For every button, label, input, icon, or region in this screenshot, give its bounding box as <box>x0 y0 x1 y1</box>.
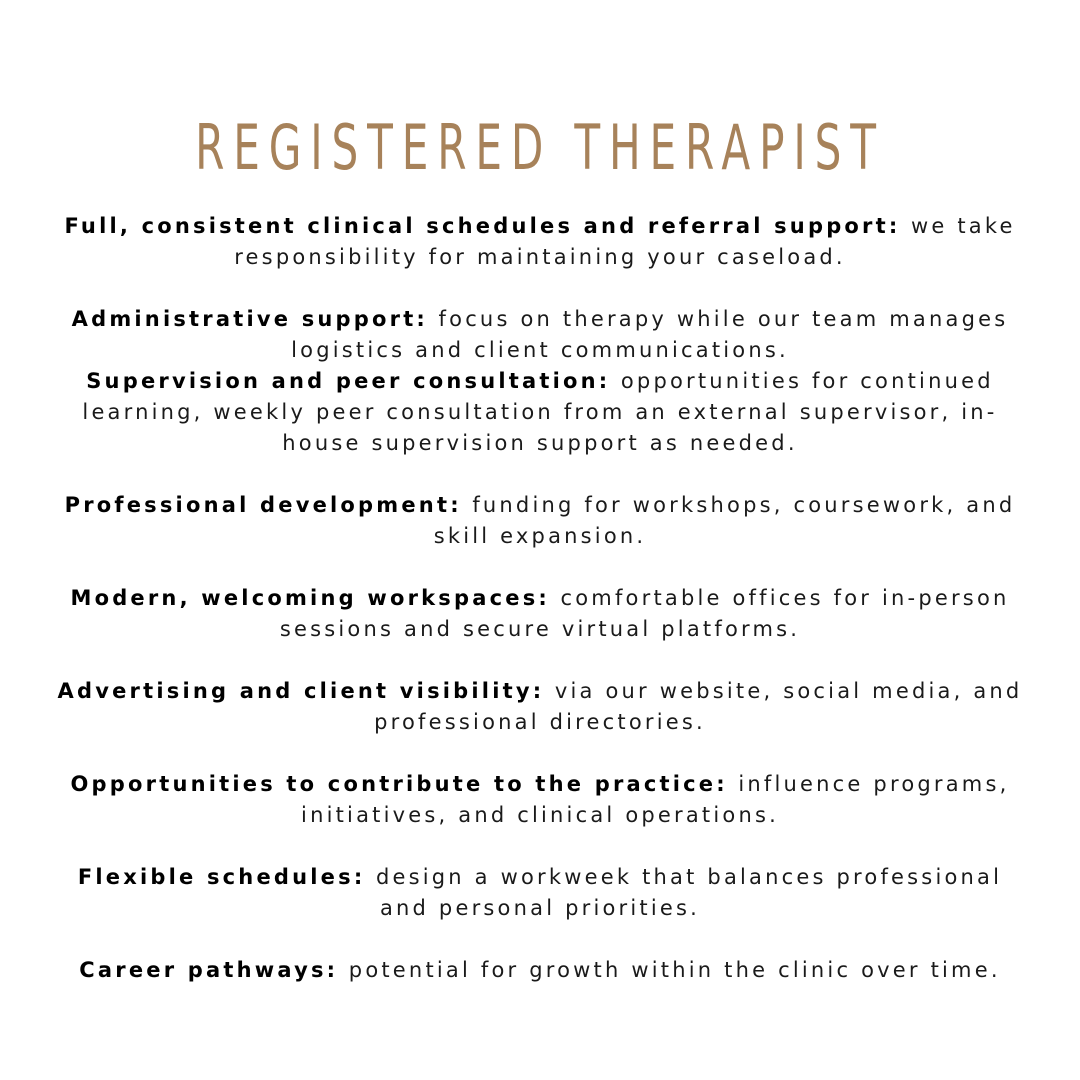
benefit-workspaces <box>50 583 1030 645</box>
benefit-label: Supervision and peer consultation: <box>86 369 621 393</box>
benefit-schedules-referrals <box>50 211 1030 273</box>
benefit-label: Professional development: <box>64 493 473 517</box>
benefit-professional-development <box>50 490 1030 552</box>
benefit-label: Flexible schedules: <box>77 865 376 889</box>
benefit-label: Administrative support: <box>71 307 439 331</box>
benefit-administrative-support <box>50 304 1030 366</box>
benefit-description: opportunities for continued learning, weekly peer consultation from an external supervisor, in-house supervision support as needed. <box>82 369 998 455</box>
benefit-advertising <box>50 676 1030 738</box>
benefit-description: influence programs, initiatives, and clinical operations. <box>301 772 1010 827</box>
benefit-description: we take responsibility for maintaining your caseload. <box>234 214 1016 269</box>
benefit-label: Modern, welcoming workspaces: <box>70 586 561 610</box>
benefit-description: comfortable offices for in-person sessions and secure virtual platforms. <box>279 586 1010 641</box>
benefit-description: funding for workshops, coursework, and skill expansion. <box>433 493 1016 548</box>
benefit-description: focus on therapy while our team manages logistics and client communications. <box>291 307 1009 362</box>
benefits-list <box>50 211 1030 1017</box>
benefit-contribute <box>50 769 1030 831</box>
benefit-supervision <box>50 366 1030 459</box>
benefit-description: via our website, social media, and professional directories. <box>374 679 1023 734</box>
benefit-label: Full, consistent clinical schedules and referral support: <box>64 214 911 238</box>
benefit-label: Career pathways: <box>79 958 349 982</box>
benefit-label: Opportunities to contribute to the practice: <box>70 772 739 796</box>
benefit-description: design a workweek that balances professional and personal priorities. <box>375 865 1003 920</box>
benefit-label: Advertising and client visibility: <box>57 679 555 703</box>
page-title: REGISTERED THERAPIST <box>195 111 885 184</box>
benefit-description: potential for growth within the clinic over time. <box>348 958 1001 982</box>
benefit-flexible-schedules <box>50 862 1030 924</box>
benefit-career-pathways <box>50 955 1030 986</box>
